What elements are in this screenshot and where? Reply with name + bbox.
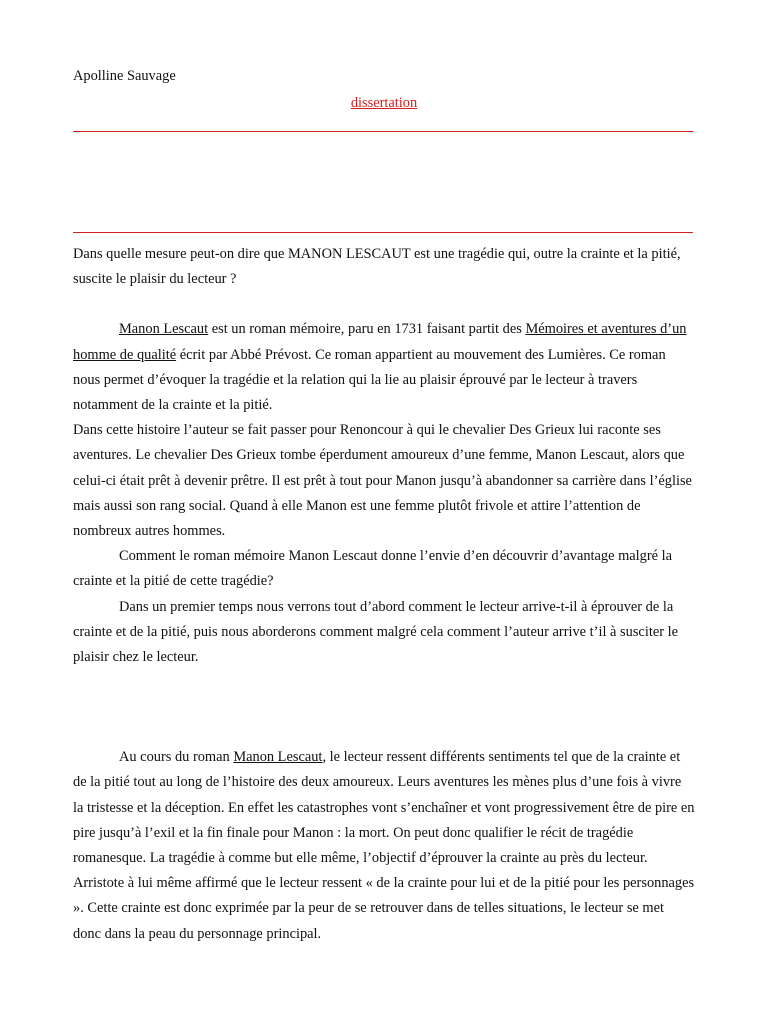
work-title: Mémoires et aventures d’un homme de qualité: [73, 321, 687, 363]
dissertation-question: Dans quelle mesure peut-on dire que MANON LESCAUT est une tragédie qui, outre la crainte et la pitié, suscite le plaisir du lecteur ?: [73, 246, 681, 288]
intro-paragraph-2: Dans cette histoire l’auteur se fait passer pour Renoncour à qui le chevalier Des Grieux lui raconte ses aventures. Le chevalier Des Grieux tombe éperdument amoureux d’une femme, Manon Lescaut, alors que celui-ci était prêt à devenir prêtre. Il est prêt à tout pour Manon jusqu’à abandonner sa carrière dans l’église mais aussi son rang social. Quand à elle Manon est une femme plutôt frivole et attire l’attention de nombreux autres hommes.: [73, 422, 692, 540]
author-name: Apolline Sauvage: [73, 68, 176, 84]
problematic-paragraph: Comment le roman mémoire Manon Lescaut donne l’envie d’en découvrir d’avantage malgré la crainte et la pitié de cette tragédie?: [73, 548, 673, 590]
plan-paragraph: Dans un premier temps nous verrons tout d’abord comment le lecteur arrive-t-il à éprouver de la crainte et de la pitié, puis nous aborderons comment malgré cela comment l’auteur arrive t’il à susciter le plaisir chez le lecteur.: [73, 598, 678, 666]
header-rule-top: [73, 131, 693, 132]
part1-lead: Au cours du roman: [119, 749, 234, 766]
document-body: [73, 242, 695, 947]
section-spacer: [73, 670, 695, 745]
intro-text: est un roman mémoire, paru en 1731 faisant partit des: [208, 321, 526, 338]
intro-paragraph-1: [73, 317, 695, 418]
work-title: Manon Lescaut: [119, 321, 209, 338]
paragraph-spacer: [73, 292, 695, 317]
document-type: dissertation: [350, 95, 418, 111]
intro-text: écrit par Abbé Prévost. Ce roman appartient au mouvement des Lumières. Ce roman nous permet d’évoquer la tragédie et la relation qui la lie au plaisir éprouvé par le lecteur à travers notamment de la crainte et la pitié.: [73, 346, 666, 414]
part1-text: , le lecteur ressent différents sentiments tel que de la crainte et de la pitié tout au long de l’histoire des deux amoureux. Leurs aventures les mènes plus d’une fois à vivre la tristesse et la déception. En effet les catastrophes vont s’enchaîner et vont progressivement être de pire en pire jusqu’à l’exil et la fin finale pour Manon : la mort. On peut donc qualifier le récit de tragédie romanesque. La tragédie à comme but elle même, l’objectif d’éprouver la crainte au près du lecteur. Arristote à lui même affirmé que le lecteur ressent « de la crainte pour lui et de la pitié pour les personnages ». Cette crainte est donc exprimée par la peur de se retrouver dans de telles situations, le lecteur se met donc dans la peau du personnage principal.: [73, 749, 695, 942]
part1-paragraph: [73, 745, 695, 947]
work-title: Manon Lescaut: [233, 749, 323, 766]
header-rule-bottom: [73, 232, 693, 233]
